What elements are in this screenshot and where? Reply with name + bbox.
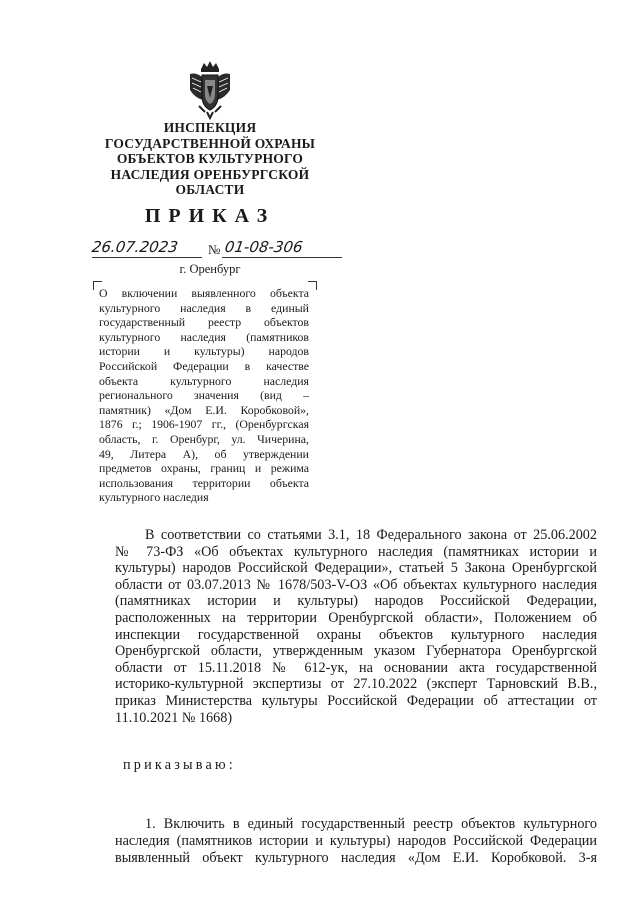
subject-bracket-right [308, 281, 317, 290]
order-item-1 [115, 816, 597, 867]
authority-header [80, 120, 340, 198]
number-underline [222, 257, 342, 258]
subject-line: Российской Федерации в качестве [99, 358, 309, 373]
subject-line: использования территории объекта [99, 475, 309, 490]
preamble-line: области от 03.07.2013 № 1678/503-V-ОЗ «Об объектах культурного наследия [115, 576, 597, 593]
header-line: НАСЛЕДИЯ ОРЕНБУРГСКОЙ [110, 166, 310, 182]
subject-line: область, г. Оренбург, ул. Чичерина, [99, 431, 309, 446]
decree-word: приказываю: [123, 757, 236, 773]
header-line: ОБЪЕКТОВ КУЛЬТУРНОГО [116, 151, 304, 166]
subject-line: памятник) «Дом Е.И. Коробковой», [99, 402, 309, 417]
subject-line: культурного наследия [99, 490, 209, 505]
preamble-line: расположенных на территории Оренбургской области», Положением об [115, 609, 597, 626]
date-underline [92, 257, 202, 258]
order-date: 26.07.2023 [90, 238, 180, 256]
item-line: 1. Включить в единый государственный реестр объектов культурного [145, 816, 597, 832]
preamble-line: 11.10.2021 № 1668) [115, 709, 233, 726]
preamble-line: Оренбургской области, утвержденным указом Губернатора Оренбургской [115, 643, 597, 660]
preamble-line: области от 15.11.2018 № 612-ук, на основании акта государственной [115, 659, 597, 676]
preamble-line: инспекции государственной охраны объектов культурного наследия [115, 626, 597, 643]
item-line: наследия (памятников истории и культуры) народов Российской Федерации [115, 833, 597, 849]
order-date-number-line [92, 238, 342, 262]
preamble-line: (памятниках истории и культуры) народов Российской Федерации, [115, 593, 597, 610]
subject-line: 1876 г.; 1906-1907 гг., (Оренбургская [99, 417, 309, 432]
subject-line: культурного наследия (памятников [99, 329, 309, 344]
subject-line: 49, Литера А), об утверждении [99, 446, 309, 461]
preamble-paragraph [115, 527, 597, 726]
coat-of-arms-icon [187, 60, 233, 120]
header-line: ОБЛАСТИ [175, 182, 245, 197]
order-title: ПРИКАЗ [144, 205, 276, 227]
order-subject [99, 286, 309, 505]
subject-line: регионального значения (вид – [99, 388, 309, 403]
order-number: 01-08-306 [223, 238, 304, 256]
subject-line: государственный реестр объектов [99, 315, 309, 330]
item-line: выявленный объект культурного наследия «Дом Е.И. Коробковой. 3-я [115, 850, 597, 866]
order-city: г. Оренбург [179, 262, 241, 276]
preamble-line: приказ Министерства культуры Российской Федерации об аттестации от [115, 692, 597, 709]
preamble-line: историко-культурной экспертизы от 27.10.2022 (эксперт Тарновский В.В., [115, 676, 597, 693]
preamble-line: культуры) народов Российской Федерации», статьей 5 Закона Оренбургской [115, 560, 597, 577]
subject-line: культурного наследия в единый [99, 300, 309, 315]
header-line: ГОСУДАРСТВЕННОЙ ОХРАНЫ [104, 135, 316, 151]
number-sign: № [208, 242, 221, 257]
preamble-line: В соответствии со статьями 3.1, 18 Федерального закона от 25.06.2002 [145, 527, 597, 543]
header-line: ИНСПЕКЦИЯ [163, 120, 257, 135]
subject-line: объекта культурного наследия [99, 373, 309, 388]
subject-line: предметов охраны, границ и режима [99, 461, 309, 476]
subject-line: истории и культуры) народов [99, 344, 309, 359]
subject-line: О включении выявленного объекта [99, 286, 309, 300]
preamble-line: № 73-ФЗ «Об объектах культурного наследия (памятниках истории и [115, 543, 597, 560]
